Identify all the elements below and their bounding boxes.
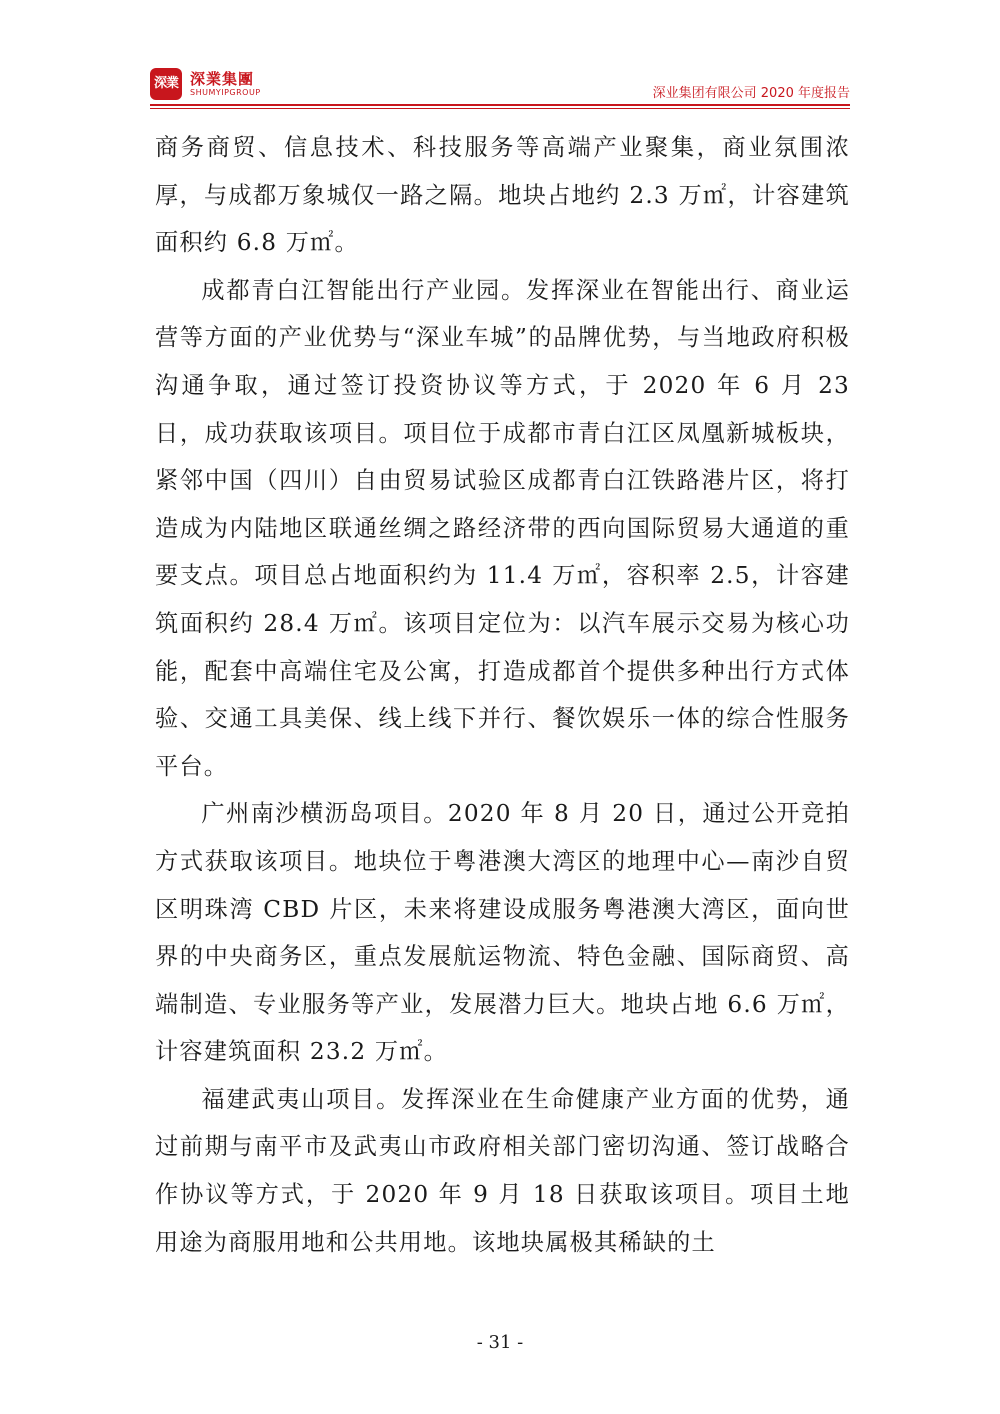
paragraph-fujian-wuyishan: 福建武夷山项目。发挥深业在生命健康产业方面的优势，通过前期与南平市及武夷山市政府相关部门密切沟通、签订战略合作协议等方式，于 2020 年 9 月 18 日获取该项目。项目土地用途为商服用地和公共用地。该地块属极其稀缺的土 [155,1085,850,1256]
company-logo-name: 深業集團 [190,70,255,88]
paragraph-continuation: 商务商贸、信息技术、科技服务等高端产业聚集，商业氛围浓厚，与成都万象城仅一路之隔。地块占地约 2.3 万㎡，计容建筑面积约 6.8 万㎡。 [155,134,850,257]
page-header [150,68,850,106]
paragraph-guangzhou-nansha: 广州南沙横沥岛项目。2020 年 8 月 20 日，通过公开竞拍方式获取该项目。地块位于粤港澳大湾区的地理中心—南沙自贸区明珠湾 CBD 片区，未来将建设成服务粤港澳大湾区，面向世界的中央商务区，重点发展航运物流、特色金融、国际商贸、高端制造、专业服务等产业，发展潜力巨大。地块占地 6.6 万㎡，计容建筑面积 23.2 万㎡。 [155,800,850,1066]
company-logo-english: SHUMYIPGROUP [190,88,261,97]
paragraph-chengdu-qingbaijiang: 成都青白江智能出行产业园。发挥深业在智能出行、商业运营等方面的产业优势与“深业车城”的品牌优势，与当地政府积极沟通争取，通过签订投资协议等方式，于 2020 年 6 月 23 日，成功获取该项目。项目位于成都市青白江区凤凰新城板块，紧邻中国（四川）自由贸易试验区成都青白江铁路港片区，将打造成为内陆地区联通丝绸之路经济带的西向国际贸易大通道的重要支点。项目总占地面积约为 11.4 万㎡，容积率 2.5，计容建筑面积约 28.4 万㎡。该项目定位为：以汽车展示交易为核心功能，配套中高端住宅及公寓，打造成都首个提供多种出行方式体验、交通工具美保、线上线下并行、餐饮娱乐一体的综合性服务平台。 [155,276,850,780]
report-title: 深业集团有限公司 2020 年度报告 [652,86,850,101]
header-divider [150,104,850,109]
company-logo-mark: 深業 [150,68,182,100]
document-body [155,124,850,1266]
page-number: - 31 - [476,1332,524,1353]
